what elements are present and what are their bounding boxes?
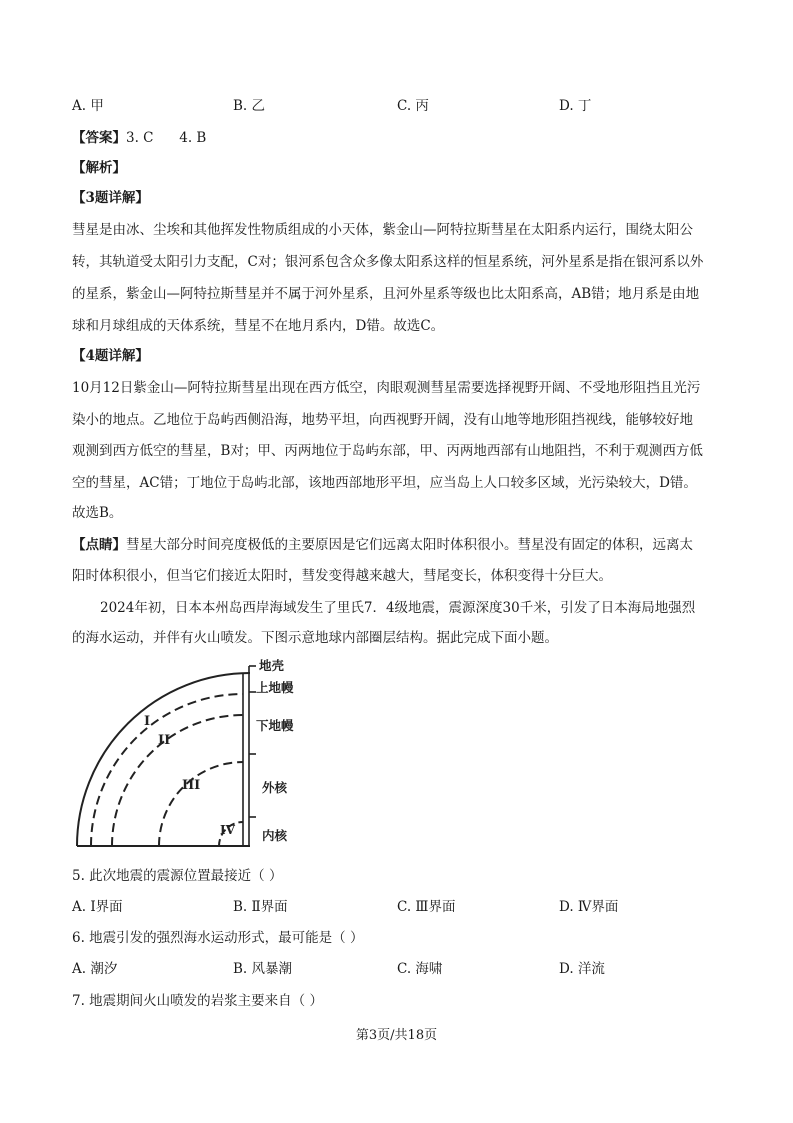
q3-line-1: 彗星是由冰、尘埃和其他挥发性物质组成的小天体，紫金山—阿特拉斯彗星在太阳系内运行，围绕太阳公 xyxy=(72,222,693,238)
q6-option-c: C. 海啸 xyxy=(397,961,443,977)
q4-line-1: 10月12日紫金山—阿特拉斯彗星出现在西方低空，肉眼观测彗星需要选择视野开阔、不受地形阻挡且光污 xyxy=(72,380,701,396)
tip-row xyxy=(72,535,720,555)
analysis-label: 【解析】 xyxy=(72,160,126,176)
intro-line-2: 的海水运动，并伴有火山喷发。下图示意地球内部圈层结构。据此完成下面小题。 xyxy=(72,630,558,646)
q5-option-a: A. Ⅰ界面 xyxy=(72,899,123,915)
earth-surface-arc xyxy=(77,673,250,846)
intro-line-1: 2024年初，日本本州岛西岸海域发生了里氏7．4级地震，震源深度30千米，引发了日本海局地强烈 xyxy=(100,600,696,616)
option-b: B. 乙 xyxy=(233,98,266,114)
q3-line-2: 转，其轨道受太阳引力支配，C对；银河系包含众多像太阳系这样的恒星系统，河外星系是指在银河系以外 xyxy=(72,254,704,270)
q5-option-c: C. Ⅲ界面 xyxy=(397,899,456,915)
option-a: A. 甲 xyxy=(72,98,104,114)
layer-label-crust: 地壳 xyxy=(259,658,285,673)
q4-line-4: 空的彗星，AC错；丁地位于岛屿北部，该地西部地形平坦，应当岛上人口较多区域，光污染较大，D错。 xyxy=(72,475,697,491)
answer-label: 【答案】 xyxy=(72,130,126,146)
q4-line-2: 染小的地点。乙地位于岛屿西侧沿海，地势平坦，向西视野开阔，没有山地等地形阻挡视线，能够较好地 xyxy=(72,412,693,428)
tip-line-2: 阳时体积很小，但当它们接近太阳时，彗发变得越来越大，彗尾变长，体积变得十分巨大。 xyxy=(72,568,612,584)
earth-structure-diagram xyxy=(72,652,312,852)
boundary-label-iii: III xyxy=(182,778,201,793)
option-d: D. 丁 xyxy=(559,98,592,114)
boundary-label-ii: II xyxy=(158,733,171,748)
q5-stem: 5. 此次地震的震源位置最接近（ ） xyxy=(72,868,283,884)
layer-label-outer-core: 外核 xyxy=(262,780,288,795)
q4-line-5: 故选B。 xyxy=(72,505,123,521)
tip-line-1: 彗星大部分时间亮度极低的主要原因是它们远离太阳时体积很小。彗星没有固定的体积，远离太 xyxy=(126,537,693,553)
page-footer: 第3页/共18页 xyxy=(355,1028,438,1043)
layer-label-inner-core: 内核 xyxy=(262,828,288,843)
q3-line-4: 球和月球组成的天体系统，彗星不在地月系内，D错。故选C。 xyxy=(72,318,445,334)
boundary-label-i: I xyxy=(144,714,151,729)
q3-line-3: 的星系，紫金山—阿特拉斯彗星并不属于河外星系，且河外星系等级也比太阳系高，AB错；地月系是由地 xyxy=(72,286,700,302)
q7-stem: 7. 地震期间火山喷发的岩浆主要来自（ ） xyxy=(72,993,323,1009)
q5-option-d: D. Ⅳ界面 xyxy=(559,899,619,915)
layer-label-lower-mantle: 下地幔 xyxy=(256,718,294,733)
q4-line-3: 观测到西方低空的彗星，B对；甲、丙两地位于岛屿东部，甲、丙两地西部有山地阻挡，不利于观测西方低 xyxy=(72,443,703,459)
q6-option-b: B. 风暴潮 xyxy=(233,961,293,977)
q4-heading: 【4题详解】 xyxy=(72,348,149,364)
answer-text: 3. C 4. B xyxy=(126,130,207,146)
q6-stem: 6. 地震引发的强烈海水运动形式，最可能是（ ） xyxy=(72,930,364,946)
q6-option-d: D. 洋流 xyxy=(559,961,605,977)
q5-option-b: B. Ⅱ界面 xyxy=(233,899,288,915)
layer-label-upper-mantle: 上地幔 xyxy=(256,680,294,695)
option-c: C. 丙 xyxy=(397,98,429,114)
tip-label: 【点睛】 xyxy=(72,537,126,553)
boundary-label-iv: IV xyxy=(220,823,235,837)
q6-option-a: A. 潮汐 xyxy=(72,961,118,977)
answer-row xyxy=(72,128,720,148)
q3-heading: 【3题详解】 xyxy=(72,190,149,206)
